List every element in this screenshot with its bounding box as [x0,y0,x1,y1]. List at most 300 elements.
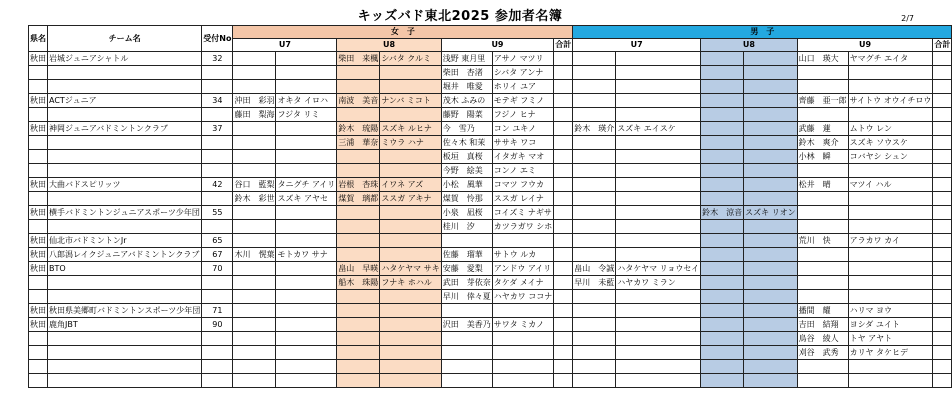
boys-u9-kana [848,80,933,94]
girls-u9-name [441,374,492,388]
boys-u7-kana [616,66,701,80]
team-cell [48,360,202,374]
girls-u8-kana [380,360,441,374]
girls-u8-kana: ミウラ ハナ [380,136,441,150]
entry-no-cell: 71 [202,304,233,318]
prefecture-cell [29,374,48,388]
boys-u8-name [701,374,744,388]
team-cell [48,346,202,360]
girls-u7-name [233,234,276,248]
entry-no-cell [202,332,233,346]
table-row [29,150,952,164]
header-girls-u9: U9 [441,39,554,52]
girls-u9-name: 今野 絵美 [441,164,492,178]
girls-u8-name [337,346,380,360]
team-cell [48,220,202,234]
boys-u7-kana [616,360,701,374]
boys-u8-kana [744,290,797,304]
girls-u9-kana: フジノ ヒナ [492,108,554,122]
girls-u9-kana: コマツ フウカ [492,178,554,192]
entry-no-cell: 42 [202,178,233,192]
prefecture-cell [29,360,48,374]
boys-u8-kana [744,178,797,192]
girls-u9-name [441,360,492,374]
boys-u7-name [573,164,616,178]
header-girls-u7: U7 [233,39,337,52]
entry-no-cell [202,360,233,374]
girls-total [554,304,573,318]
table-row [29,52,952,66]
girls-u8-kana: スズキ ルヒナ [380,122,441,136]
girls-u8-name [337,332,380,346]
team-cell [48,108,202,122]
boys-u8-name [701,346,744,360]
boys-u7-kana: ハタケヤマ リョウセイ [616,262,701,276]
entry-no-cell: 70 [202,262,233,276]
table-row [29,374,952,388]
girls-u8-name [337,220,380,234]
team-cell: BTO [48,262,202,276]
girls-u8-kana [380,164,441,178]
boys-u8-name [701,318,744,332]
boys-u8-name [701,262,744,276]
girls-u9-name [441,332,492,346]
team-cell: 岩城ジュニアシャトル [48,52,202,66]
table-row [29,234,952,248]
boys-u9-name [797,374,848,388]
boys-u8-kana [744,108,797,122]
table-row [29,192,952,206]
table-row [29,108,952,122]
entry-no-cell [202,220,233,234]
boys-total [933,80,952,94]
table-row [29,346,952,360]
boys-u8-kana [744,318,797,332]
girls-total [554,360,573,374]
prefecture-cell [29,346,48,360]
girls-u8-kana [380,206,441,220]
boys-u7-name [573,346,616,360]
boys-u7-kana [616,136,701,150]
boys-total [933,374,952,388]
girls-u9-name: 茂木 ふみの [441,94,492,108]
girls-u8-name: 三浦 華奈 [337,136,380,150]
girls-u7-name [233,150,276,164]
girls-u7-name [233,346,276,360]
boys-u7-kana [616,318,701,332]
team-cell [48,192,202,206]
girls-total [554,66,573,80]
boys-u8-kana [744,374,797,388]
header-team: チーム名 [48,26,202,52]
girls-u9-name: 佐藤 瑠華 [441,248,492,262]
girls-u7-kana: タニグチ アイリ [276,178,337,192]
girls-u9-name: 浅野 東月里 [441,52,492,66]
girls-u7-kana [276,136,337,150]
boys-u8-kana [744,262,797,276]
team-cell: 鹿角JBT [48,318,202,332]
table-row [29,220,952,234]
girls-u7-name: 谷口 藍梨 [233,178,276,192]
girls-u7-name [233,360,276,374]
boys-u9-kana [848,262,933,276]
team-cell [48,276,202,290]
prefecture-cell [29,136,48,150]
team-cell [48,164,202,178]
boys-u9-kana [848,374,933,388]
boys-u7-kana [616,346,701,360]
boys-u8-kana [744,52,797,66]
team-cell: ACTジュニア [48,94,202,108]
boys-u9-name: 荒川 快 [797,234,848,248]
girls-u9-kana: モテギ フミノ [492,94,554,108]
boys-u9-kana [848,66,933,80]
girls-u8-kana [380,248,441,262]
girls-u9-name [441,234,492,248]
girls-u7-name [233,290,276,304]
header-girls-total: 合計 [554,39,573,52]
boys-u8-name [701,248,744,262]
girls-u8-name [337,206,380,220]
boys-u9-kana: カリヤ タケヒデ [848,346,933,360]
boys-u8-kana [744,276,797,290]
girls-u9-name: 早川 倖々夏 [441,290,492,304]
girls-total [554,136,573,150]
boys-u9-kana: スズキ ソウスケ [848,136,933,150]
table-row [29,304,952,318]
boys-total [933,304,952,318]
girls-u9-name: 煤賀 怜那 [441,192,492,206]
girls-u9-name: 武田 芽依奈 [441,276,492,290]
boys-u9-kana [848,108,933,122]
boys-u8-name [701,290,744,304]
girls-total [554,108,573,122]
boys-u8-kana: スズキ リオン [744,206,797,220]
boys-u9-name: 山口 瑛大 [797,52,848,66]
prefecture-cell: 秋田 [29,94,48,108]
entry-no-cell [202,276,233,290]
boys-u9-name [797,66,848,80]
header-boys-u8: U8 [701,39,797,52]
girls-u9-kana [492,234,554,248]
girls-u7-kana [276,80,337,94]
boys-u7-kana [616,220,701,234]
boys-u7-kana: スズキ エイスケ [616,122,701,136]
boys-u7-name [573,150,616,164]
girls-total [554,80,573,94]
boys-total [933,262,952,276]
boys-u9-kana: ヤマグチ エイタ [848,52,933,66]
girls-u7-kana [276,234,337,248]
team-cell: 仙北市バドミントンJr [48,234,202,248]
girls-u7-name: 藤田 梨海 [233,108,276,122]
girls-u8-kana [380,332,441,346]
prefecture-cell: 秋田 [29,234,48,248]
boys-u8-name [701,220,744,234]
girls-u7-kana [276,206,337,220]
boys-u9-name: 鈴木 爽介 [797,136,848,150]
boys-total [933,276,952,290]
boys-u8-name [701,164,744,178]
boys-u7-name [573,52,616,66]
entry-no-cell [202,290,233,304]
girls-u9-kana [492,304,554,318]
header-girls: 女 子 [233,26,573,39]
entry-no-cell [202,108,233,122]
prefecture-cell [29,108,48,122]
boys-u8-kana [744,80,797,94]
boys-u7-kana [616,206,701,220]
girls-u9-kana [492,346,554,360]
boys-u7-name [573,304,616,318]
girls-u9-name: 柴田 杏渚 [441,66,492,80]
boys-u9-kana [848,220,933,234]
boys-total [933,360,952,374]
girls-u7-name: 鈴木 彩世 [233,192,276,206]
boys-u8-name [701,136,744,150]
girls-u7-kana [276,276,337,290]
girls-total [554,318,573,332]
boys-u9-kana [848,206,933,220]
girls-u7-name: 沖田 彩羽 [233,94,276,108]
boys-total [933,192,952,206]
boys-u8-kana [744,136,797,150]
header-boys-total: 合計 [933,39,952,52]
girls-u7-kana [276,332,337,346]
girls-u7-kana [276,304,337,318]
boys-u7-kana [616,94,701,108]
boys-u9-name: 松井 晴 [797,178,848,192]
entry-no-cell [202,136,233,150]
girls-u7-name [233,262,276,276]
girls-u9-kana: ホリイ ユア [492,80,554,94]
boys-u7-name [573,192,616,206]
boys-u9-name [797,192,848,206]
boys-u8-name [701,108,744,122]
table-row [29,290,952,304]
girls-total [554,248,573,262]
girls-u8-name [337,164,380,178]
girls-total [554,206,573,220]
boys-u8-name [701,360,744,374]
boys-u9-name: 吉田 結翔 [797,318,848,332]
girls-u8-name: 鈴木 琉陽 [337,122,380,136]
boys-total [933,234,952,248]
table-row [29,136,952,150]
prefecture-cell [29,290,48,304]
boys-u7-name [573,318,616,332]
girls-u9-kana: コン ユキノ [492,122,554,136]
girls-u7-name [233,318,276,332]
girls-total [554,52,573,66]
entry-no-cell [202,150,233,164]
girls-total [554,94,573,108]
boys-u7-name [573,136,616,150]
girls-u8-name [337,234,380,248]
girls-total [554,220,573,234]
boys-u8-kana [744,234,797,248]
boys-u7-name [573,108,616,122]
boys-u8-name: 鈴木 涼音 [701,206,744,220]
boys-u7-name [573,332,616,346]
girls-total [554,262,573,276]
girls-u9-name: 藤野 陽菜 [441,108,492,122]
boys-u8-kana [744,66,797,80]
prefecture-cell: 秋田 [29,178,48,192]
girls-u9-name: 堀井 唯愛 [441,80,492,94]
entry-no-cell [202,374,233,388]
boys-u9-name [797,276,848,290]
boys-u8-name [701,150,744,164]
boys-u7-kana [616,234,701,248]
header-prefecture: 県名 [29,26,48,52]
girls-u9-kana: サトウ ルカ [492,248,554,262]
boys-u9-name: 武藤 蓮 [797,122,848,136]
girls-u7-kana [276,122,337,136]
prefecture-cell: 秋田 [29,318,48,332]
boys-u8-kana [744,94,797,108]
entry-no-cell [202,80,233,94]
prefecture-cell [29,192,48,206]
page-number: 2/7 [901,14,914,23]
team-cell [48,66,202,80]
entry-no-cell: 34 [202,94,233,108]
boys-u9-kana [848,192,933,206]
boys-u9-kana: ヨシダ ユイト [848,318,933,332]
boys-u9-name [797,80,848,94]
girls-u9-kana [492,332,554,346]
prefecture-cell: 秋田 [29,52,48,66]
boys-total [933,332,952,346]
girls-u8-kana: ススガ アキナ [380,192,441,206]
page-title: キッズバド東北2025 参加者名簿 [357,9,563,24]
girls-u9-kana: コンノ エミ [492,164,554,178]
table-row [29,94,952,108]
team-cell [48,374,202,388]
boys-u9-kana: ムトウ レン [848,122,933,136]
team-cell [48,80,202,94]
boys-u7-kana [616,374,701,388]
girls-u7-kana [276,52,337,66]
girls-u9-kana: アンドウ アイリ [492,262,554,276]
boys-u7-kana [616,150,701,164]
boys-u8-kana [744,122,797,136]
boys-u9-name: 小林 瞬 [797,150,848,164]
girls-u8-kana [380,318,441,332]
table-row [29,360,952,374]
prefecture-cell [29,66,48,80]
girls-u9-name: 沢田 美香乃 [441,318,492,332]
girls-u9-kana: イタガキ マオ [492,150,554,164]
girls-u9-name: 小松 風華 [441,178,492,192]
table-row [29,178,952,192]
boys-total [933,122,952,136]
girls-u8-kana: シバタ クルミ [380,52,441,66]
girls-total [554,192,573,206]
boys-u9-kana: マツイ ハル [848,178,933,192]
boys-total [933,164,952,178]
girls-u8-kana [380,374,441,388]
boys-u7-name [573,66,616,80]
girls-u9-kana: アサノ マツリ [492,52,554,66]
boys-u7-name [573,206,616,220]
prefecture-cell [29,332,48,346]
girls-u8-name [337,318,380,332]
team-cell [48,136,202,150]
entry-no-cell: 37 [202,122,233,136]
team-cell: 秋田県美郷町バドミントンスポーツ少年団 [48,304,202,318]
table-row [29,164,952,178]
prefecture-cell [29,220,48,234]
entry-no-cell: 65 [202,234,233,248]
boys-u8-name [701,276,744,290]
girls-u9-name: 佐々木 和茉 [441,136,492,150]
boys-u9-name [797,290,848,304]
girls-u9-name [441,346,492,360]
boys-u7-kana [616,52,701,66]
boys-total [933,136,952,150]
boys-total [933,346,952,360]
prefecture-cell [29,276,48,290]
entry-no-cell [202,66,233,80]
girls-u7-name [233,220,276,234]
boys-u7-name [573,94,616,108]
girls-total [554,122,573,136]
girls-total [554,332,573,346]
girls-u8-name [337,374,380,388]
girls-u9-kana [492,374,554,388]
boys-u9-name: 刈谷 武秀 [797,346,848,360]
boys-total [933,94,952,108]
header-boys-u7: U7 [573,39,701,52]
table-row [29,318,952,332]
girls-u8-name [337,108,380,122]
boys-total [933,220,952,234]
girls-u9-kana: サワタ ミカノ [492,318,554,332]
boys-u8-name [701,122,744,136]
boys-u7-kana [616,164,701,178]
girls-u7-kana [276,318,337,332]
girls-u8-kana [380,346,441,360]
girls-u8-kana [380,234,441,248]
header-boys: 男 子 [573,26,952,39]
girls-u9-name: 桂川 汐 [441,220,492,234]
boys-u8-name [701,52,744,66]
girls-u7-name [233,52,276,66]
boys-u9-name [797,164,848,178]
boys-u7-name [573,220,616,234]
girls-total [554,150,573,164]
girls-total [554,164,573,178]
table-row [29,262,952,276]
prefecture-cell: 秋田 [29,206,48,220]
girls-total [554,178,573,192]
girls-u9-name [441,304,492,318]
boys-u7-name [573,178,616,192]
girls-u7-kana [276,346,337,360]
boys-u8-kana [744,332,797,346]
girls-u9-kana: シバタ アンナ [492,66,554,80]
girls-u7-name: 木川 愰葉 [233,248,276,262]
prefecture-cell: 秋田 [29,262,48,276]
prefecture-cell: 秋田 [29,122,48,136]
entry-no-cell [202,346,233,360]
girls-u8-name [337,80,380,94]
girls-u8-name [337,66,380,80]
boys-u8-kana [744,248,797,262]
girls-u8-name [337,360,380,374]
boys-u7-kana [616,304,701,318]
